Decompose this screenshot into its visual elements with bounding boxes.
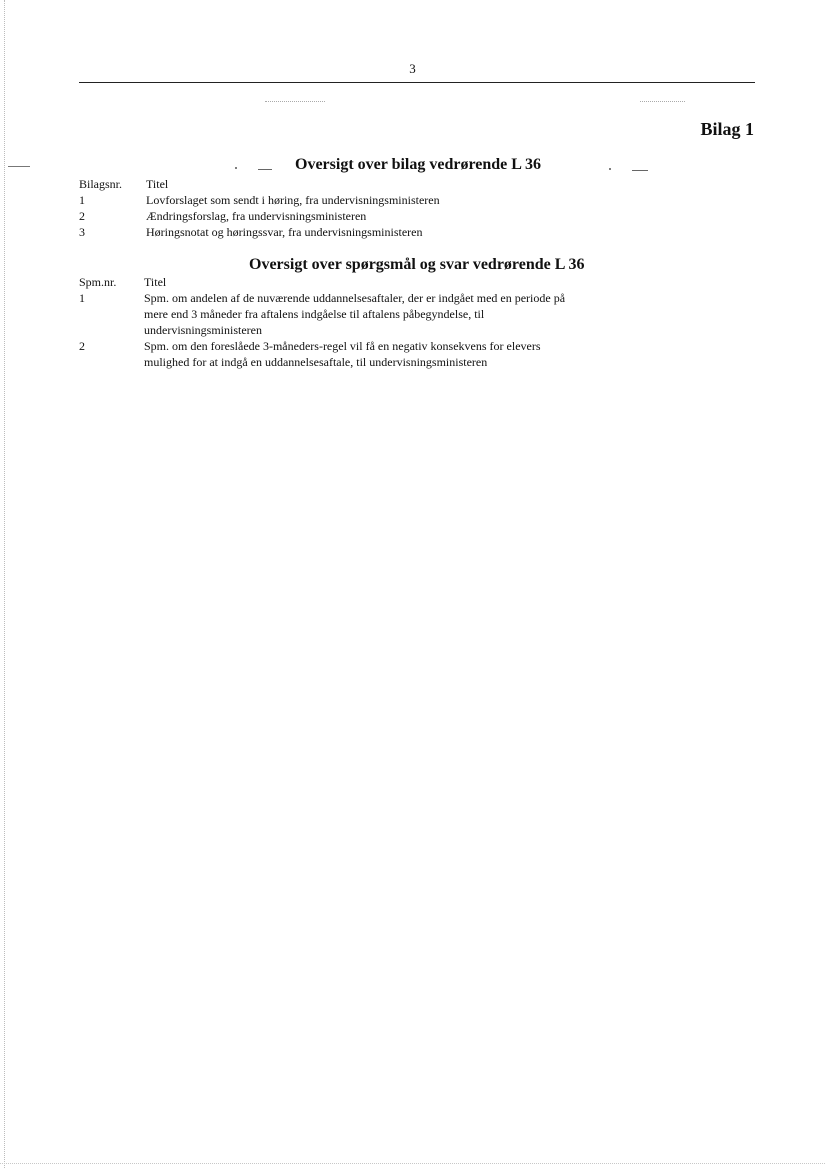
header-rule — [79, 82, 755, 83]
scan-artifact — [632, 170, 648, 171]
bilag-label: Bilag 1 — [700, 119, 754, 139]
question-title: Spm. om den foreslåede 3-måneders-regel vil få en negativ konsekvens for elevers mulighed for at indgå en uddannelsesaftale, til undervisningsministeren — [144, 339, 541, 369]
scan-edge-bottom — [0, 1163, 825, 1164]
attachment-row — [79, 192, 679, 208]
attachment-row — [79, 208, 679, 224]
attachment-title: Lovforslaget som sendt i høring, fra undervisningsministeren — [146, 193, 440, 207]
question-number: 2 — [79, 339, 85, 353]
attachment-title: Ændringsforslag, fra undervisningsministeren — [146, 209, 367, 223]
scan-artifact — [265, 101, 325, 102]
questions-heading: Oversigt over spørgsmål og svar vedrørende L 36 — [249, 256, 585, 273]
scan-artifact — [8, 166, 30, 167]
scan-edge-left — [4, 0, 5, 1168]
question-number: 1 — [79, 291, 85, 305]
page-number: 3 — [409, 61, 416, 76]
scan-artifact — [258, 169, 272, 170]
attachment-number: 2 — [79, 209, 85, 223]
scan-artifact — [640, 101, 685, 102]
question-title: Spm. om andelen af de nuværende uddannelsesaftaler, der er indgået med en periode på mere end 3 måneder fra aftalens indgåelse til aftalens påbegyndelse, til undervisningsministeren — [144, 291, 566, 337]
questions-title-header: Titel — [144, 275, 167, 289]
attachments-number-header: Bilagsnr. — [79, 177, 123, 191]
attachment-row — [79, 224, 679, 240]
questions-header-row — [79, 274, 679, 290]
attachment-number: 1 — [79, 193, 85, 207]
scan-artifact — [609, 168, 611, 170]
attachment-number: 3 — [79, 225, 85, 239]
attachments-header-row — [79, 176, 679, 192]
scan-artifact — [235, 167, 237, 169]
attachments-title-header: Titel — [146, 177, 169, 191]
question-row — [79, 290, 679, 338]
attachment-title: Høringsnotat og høringssvar, fra undervisningsministeren — [146, 225, 423, 239]
questions-number-header: Spm.nr. — [79, 275, 117, 289]
attachments-heading: Oversigt over bilag vedrørende L 36 — [295, 156, 542, 173]
question-row — [79, 338, 679, 370]
